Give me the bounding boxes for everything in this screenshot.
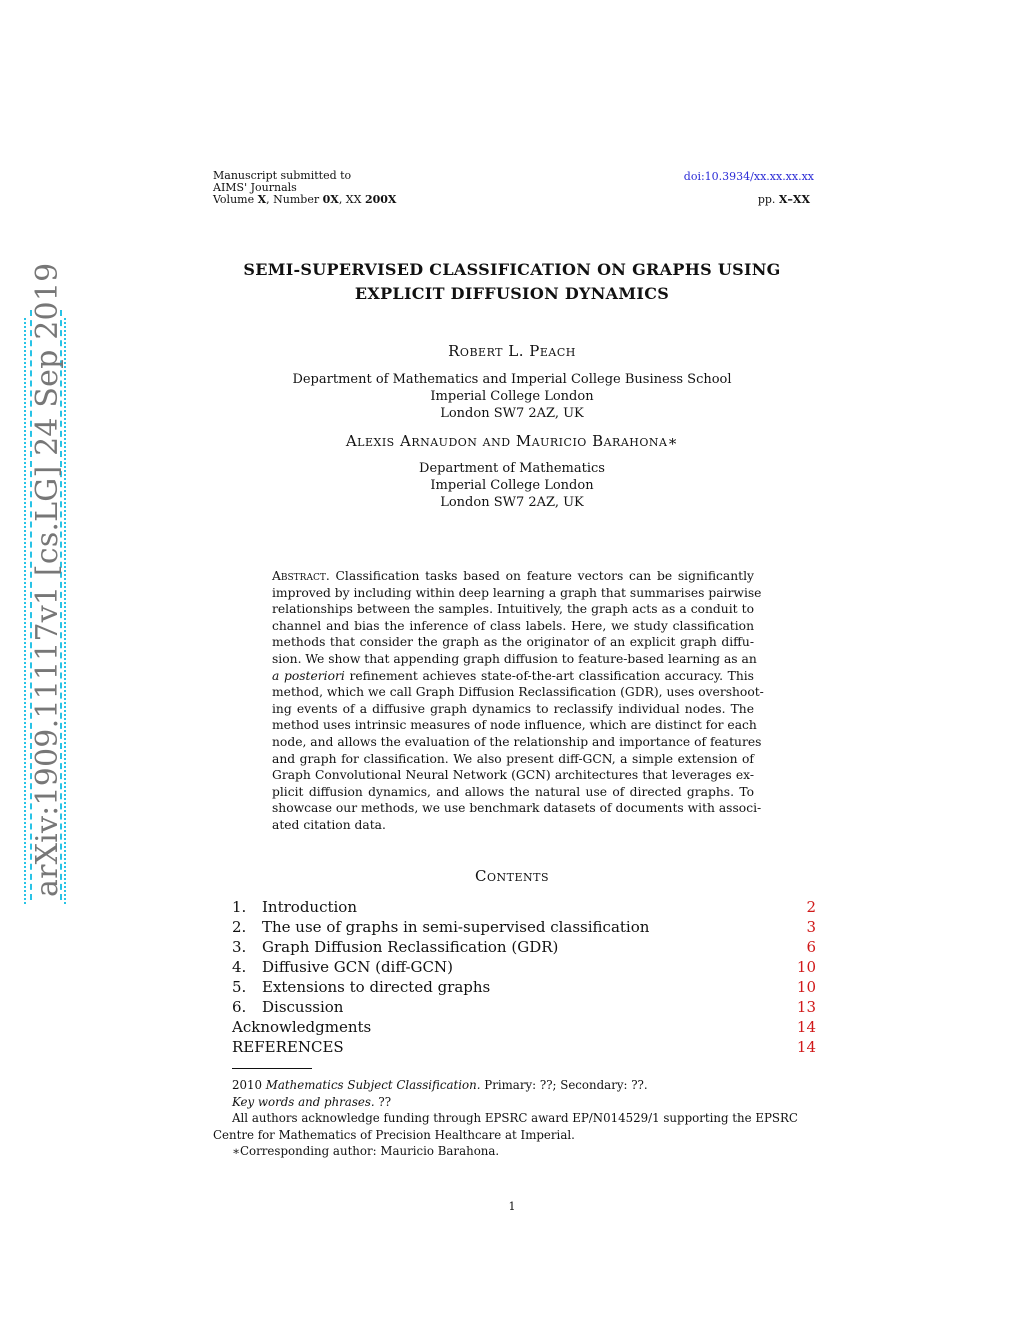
abstract-line: improved by including within deep learning a graph that summarises pairwise xyxy=(272,585,762,600)
abstract-line: plicit diffusion dynamics, and allows the natural use of directed graphs. To xyxy=(272,784,754,799)
volume-value: X xyxy=(257,193,267,206)
header-line-journal: AIMS' Journals xyxy=(213,181,297,194)
toc-entry[interactable] xyxy=(232,997,816,1017)
abstract-line: method uses intrinsic measures of node influence, which are distinct for each xyxy=(272,718,757,733)
affiliation-line: Department of Mathematics and Imperial College Business School xyxy=(292,372,732,387)
toc-page-link[interactable]: 2 xyxy=(806,898,816,916)
keywords-rest: ?? xyxy=(374,1094,392,1109)
affiliation-line: Department of Mathematics xyxy=(419,461,605,476)
abstract-line: and graph for classification. We also present diff-GCN, a simple extension of xyxy=(272,751,754,766)
abstract-line: methods that consider the graph as the originator of an explicit graph diffu- xyxy=(272,635,754,650)
toc-entry-number: 3. xyxy=(232,938,247,956)
toc-entry-label xyxy=(232,997,343,1017)
toc-page-link[interactable]: 14 xyxy=(796,1018,816,1036)
journal-header xyxy=(213,170,396,206)
abstract-text: Classification tasks based on feature vectors can be significantly xyxy=(335,569,754,583)
toc-entry-label xyxy=(232,957,453,977)
toc-page-link[interactable]: 14 xyxy=(796,1038,816,1056)
abstract-line: ing events of a diffusive graph dynamics to reclassify individual nodes. The xyxy=(272,701,754,716)
msc-rest: Primary: ??; Secondary: ??. xyxy=(480,1078,648,1092)
header-line-volume xyxy=(213,194,396,206)
toc-entry-number: 5. xyxy=(232,978,247,996)
year-value: 200X xyxy=(364,193,397,206)
toc-entry-number: 4. xyxy=(232,958,247,976)
toc-entry[interactable] xyxy=(232,1037,816,1057)
abstract xyxy=(272,568,764,834)
abstract-line xyxy=(272,568,754,585)
author-2-name: Alexis Arnaudon and Mauricio Barahona∗ xyxy=(345,432,679,450)
toc-page-link[interactable]: 3 xyxy=(806,918,816,936)
toc-page-link[interactable]: 10 xyxy=(796,978,816,996)
toc-entry-title: Extensions to directed graphs xyxy=(262,978,491,996)
abstract-line: relationships between the samples. Intuitively, the graph acts as a conduit to xyxy=(272,602,754,617)
toc-entry[interactable] xyxy=(232,977,816,997)
affiliation-line: London SW7 2AZ, UK xyxy=(440,406,584,421)
footnote-funding-line-1: All authors acknowledge funding through EPSRC award EP/N014529/1 supporting the EPSRC xyxy=(232,1111,798,1125)
year-prefix: , XX xyxy=(338,193,365,206)
toc-page-link[interactable]: 6 xyxy=(806,938,816,956)
number-value: 0X xyxy=(322,193,339,206)
table-of-contents xyxy=(232,897,816,1057)
abstract-line: sion. We show that appending graph diffusion to feature-based learning as an xyxy=(272,651,757,666)
toc-entry-title: Discussion xyxy=(262,998,344,1016)
abstract-line: method, which we call Graph Diffusion Reclassification (GDR), uses overshoot- xyxy=(272,685,764,700)
title-line-1: SEMI-SUPERVISED CLASSIFICATION ON GRAPHS USING xyxy=(243,260,781,279)
msc-year: 2010 xyxy=(232,1078,266,1092)
abstract-italic-phrase: a posteriori xyxy=(272,668,345,683)
toc-entry-number: 2. xyxy=(232,918,247,936)
footnote-corresponding: ∗Corresponding author: Mauricio Barahona. xyxy=(232,1144,500,1158)
abstract-label: Abstract. xyxy=(272,569,330,583)
abstract-line xyxy=(272,668,754,685)
pages-value: X–XX xyxy=(778,193,810,206)
page-range xyxy=(758,193,810,206)
toc-entry-label xyxy=(232,977,490,997)
toc-entry-number: 1. xyxy=(232,898,247,916)
toc-entry-label xyxy=(232,937,558,957)
toc-entry-label xyxy=(232,897,357,917)
abstract-line: node, and allows the evaluation of the relationship and importance of features xyxy=(272,734,762,749)
toc-page-link[interactable]: 13 xyxy=(796,998,816,1016)
keywords-label: Key words and phrases. xyxy=(232,1094,375,1109)
number-prefix: , Number xyxy=(266,193,323,206)
author-1-name: Robert L. Peach xyxy=(448,342,576,360)
title-line-2: EXPLICIT DIFFUSION DYNAMICS xyxy=(354,284,670,303)
abstract-text: refinement achieves state-of-the-art classification accuracy. This xyxy=(349,668,754,683)
affiliation-line: Imperial College London xyxy=(430,389,594,404)
toc-entry-title: Diffusive GCN (diff-GCN) xyxy=(262,958,453,976)
volume-prefix: Volume xyxy=(213,193,258,206)
contents-heading: Contents xyxy=(475,867,549,885)
toc-entry-title: Graph Diffusion Reclassification (GDR) xyxy=(262,938,559,956)
abstract-line: Graph Convolutional Neural Network (GCN) architectures that leverages ex- xyxy=(272,768,754,783)
abstract-line: channel and bias the inference of class labels. Here, we study classification xyxy=(272,618,754,633)
toc-entry-title: REFERENCES xyxy=(232,1038,344,1056)
paper-title xyxy=(0,258,1024,306)
header-line-submitted: Manuscript submitted to xyxy=(213,169,352,182)
toc-entry-label xyxy=(232,917,649,937)
doi-link[interactable]: doi:10.3934/xx.xx.xx.xx xyxy=(683,170,814,183)
toc-entry[interactable] xyxy=(232,897,816,917)
toc-entry[interactable] xyxy=(232,917,816,937)
author-2-affiliation xyxy=(0,460,1024,511)
toc-entry-title: The use of graphs in semi-supervised classification xyxy=(262,918,650,936)
pages-prefix: pp. xyxy=(757,193,779,206)
affiliation-line: London SW7 2AZ, UK xyxy=(440,495,584,510)
toc-entry[interactable] xyxy=(232,1017,816,1037)
msc-label: Mathematics Subject Classification. xyxy=(265,1078,481,1092)
abstract-line: showcase our methods, we use benchmark datasets of documents with associ- xyxy=(272,801,762,816)
toc-entry[interactable] xyxy=(232,937,816,957)
affiliation-line: Imperial College London xyxy=(430,478,594,493)
toc-entry-title: Introduction xyxy=(262,898,357,916)
page-number: 1 xyxy=(508,1200,516,1213)
toc-entry[interactable] xyxy=(232,957,816,977)
toc-entry-title: Acknowledgments xyxy=(232,1018,372,1036)
toc-entry-number: 6. xyxy=(232,998,247,1016)
abstract-line: ated citation data. xyxy=(272,817,386,832)
footnote-funding-line-2: Centre for Mathematics of Precision Healthcare at Imperial. xyxy=(213,1127,575,1142)
toc-page-link[interactable]: 10 xyxy=(796,958,816,976)
footnote-rule xyxy=(232,1068,312,1069)
footnote-keywords xyxy=(213,1094,817,1111)
footnote-msc xyxy=(213,1077,817,1094)
footnotes xyxy=(213,1077,817,1160)
arxiv-stamp: arXiv:1909.11117v1 [cs.LG] 24 Sep 2019 xyxy=(30,310,62,900)
author-1-affiliation xyxy=(0,371,1024,422)
